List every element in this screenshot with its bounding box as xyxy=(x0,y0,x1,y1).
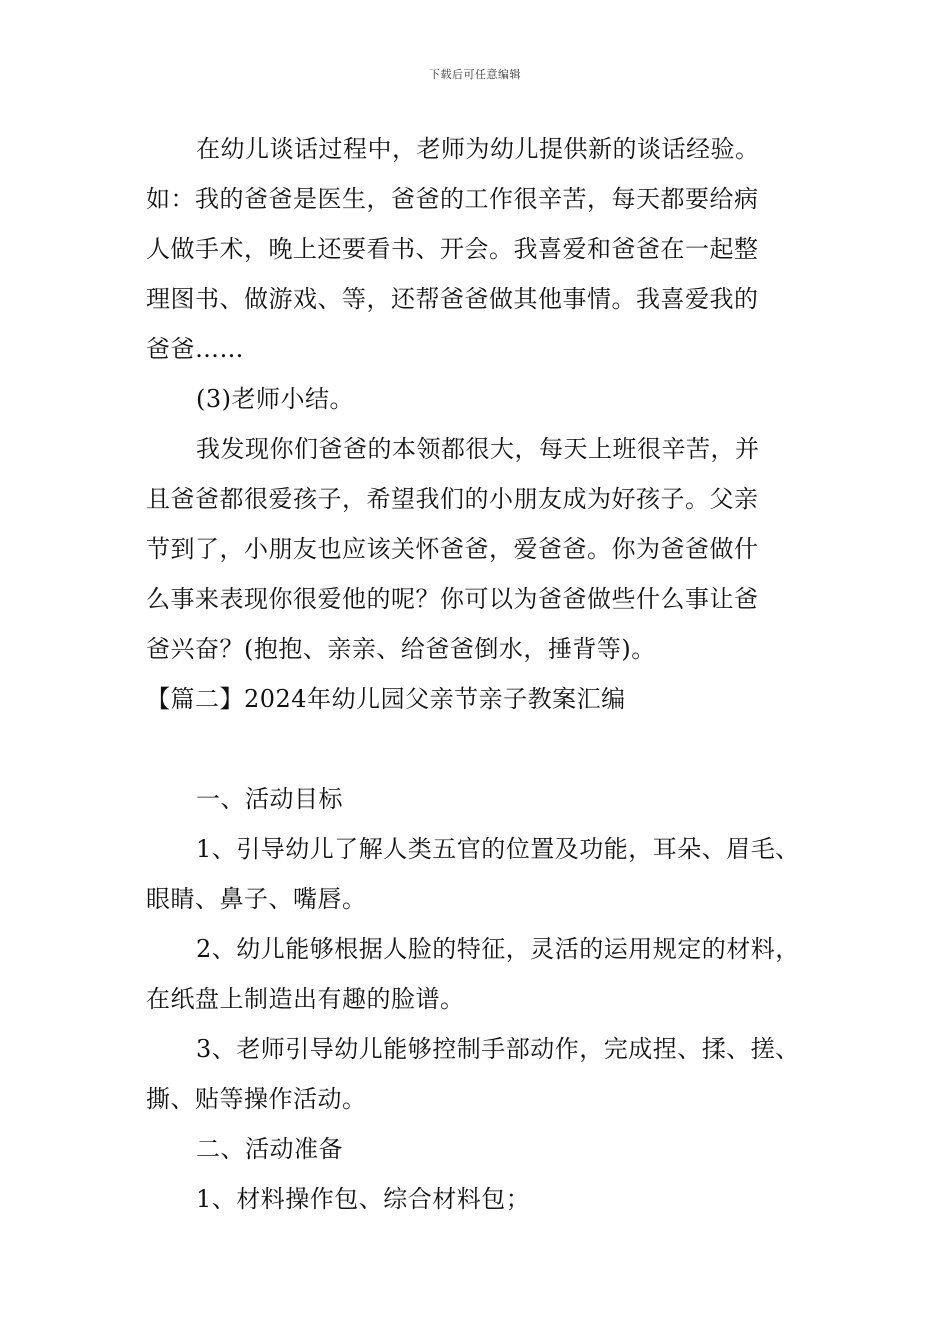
header-note: 下载后可任意编辑 xyxy=(429,68,521,81)
paragraph-line: 人做手术，晚上还要看书、开会。我喜爱和爸爸在一起整 xyxy=(146,235,759,263)
chapter-title: 【篇二】2024年幼儿园父亲节亲子教案汇编 xyxy=(146,685,626,713)
list-item-continuation: 在纸盘上制造出有趣的脸谱。 xyxy=(146,985,465,1013)
list-item: 1、材料操作包、综合材料包； xyxy=(196,1185,531,1213)
list-item: 2、幼儿能够根据人脸的特征，灵活的运用规定的材料， xyxy=(196,935,800,963)
paragraph-line: 在幼儿谈话过程中，老师为幼儿提供新的谈话经验。 xyxy=(196,135,760,163)
paragraph-line: 爸兴奋？(抱抱、亲亲、给爸爸倒水，捶背等)。 xyxy=(146,635,656,663)
list-item-continuation: 撕、贴等操作活动。 xyxy=(146,1085,367,1113)
list-item: 3、老师引导幼儿能够控制手部动作，完成捏、揉、搓、 xyxy=(196,1035,800,1063)
paragraph-line: 节到了，小朋友也应该关怀爸爸，爱爸爸。你为爸爸做什 xyxy=(146,535,759,563)
paragraph-line: 且爸爸都很爱孩子，希望我们的小朋友成为好孩子。父亲 xyxy=(146,485,759,513)
paragraph-line: 我发现你们爸爸的本领都很大，每天上班很辛苦，并 xyxy=(196,435,760,463)
section-heading: 一、活动目标 xyxy=(196,785,343,813)
paragraph-line: 如：我的爸爸是医生，爸爸的工作很辛苦，每天都要给病 xyxy=(146,185,759,213)
section-heading: (3)老师小结。 xyxy=(196,385,354,413)
list-item-continuation: 眼睛、鼻子、嘴唇。 xyxy=(146,885,367,913)
paragraph-line: 么事来表现你很爱他的呢？你可以为爸爸做些什么事让爸 xyxy=(146,585,759,613)
paragraph-line: 理图书、做游戏、等，还帮爸爸做其他事情。我喜爱我的 xyxy=(146,285,759,313)
section-heading: 二、活动准备 xyxy=(196,1135,343,1163)
list-item: 1、引导幼儿了解人类五官的位置及功能，耳朵、眉毛、 xyxy=(196,835,800,863)
paragraph-line: 爸爸…… xyxy=(146,335,244,363)
